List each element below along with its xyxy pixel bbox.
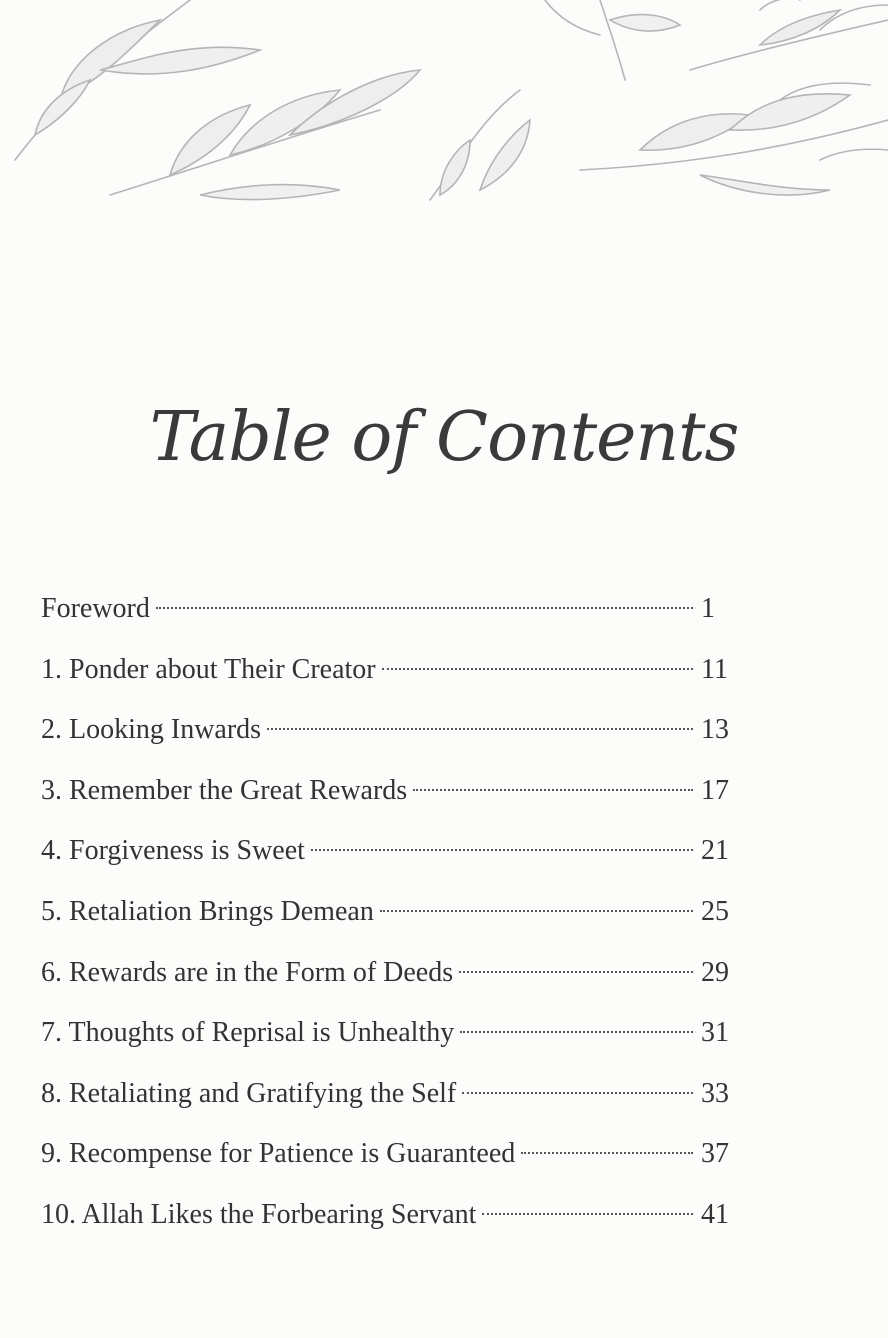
- dot-leader: [482, 1213, 693, 1215]
- dot-leader: [521, 1152, 693, 1154]
- toc-entry-page: 21: [701, 835, 729, 867]
- toc-entry-page: 37: [701, 1138, 729, 1170]
- toc-entry-page: 29: [701, 956, 729, 988]
- toc-entry-label: 10. Allah Likes the Forbearing Servant: [41, 1198, 477, 1230]
- toc-entry-page: 1: [701, 593, 715, 624]
- toc-entry-label: 1. Ponder about Their Creator: [41, 653, 376, 685]
- toc-entry[interactable]: [41, 1193, 741, 1254]
- dot-leader: [459, 971, 693, 973]
- dot-leader: [380, 910, 693, 912]
- toc-entry-label: 3. Remember the Great Rewards: [41, 774, 408, 806]
- leafy-branches-illustration: [0, 0, 888, 215]
- toc-entry-label: 5. Retaliation Brings Demean: [41, 895, 374, 927]
- dot-leader: [462, 1092, 693, 1094]
- toc-entry[interactable]: [41, 769, 741, 830]
- dot-leader: [460, 1031, 693, 1033]
- toc-entry[interactable]: [41, 890, 741, 951]
- toc-entry-page: 11: [701, 653, 728, 685]
- toc-entry-label: 7. Thoughts of Reprisal is Unhealthy: [41, 1017, 455, 1049]
- dot-leader: [382, 668, 693, 670]
- toc-entry-page: 25: [701, 895, 729, 927]
- toc-entry-page: 41: [701, 1198, 729, 1230]
- toc-entry[interactable]: [41, 648, 741, 709]
- table-of-contents: [41, 587, 741, 1254]
- toc-entry-label: 4. Forgiveness is Sweet: [41, 835, 305, 867]
- toc-entry[interactable]: [41, 951, 741, 1012]
- toc-entry-label: 6. Rewards are in the Form of Deeds: [41, 956, 454, 988]
- toc-entry-page: 13: [701, 714, 729, 746]
- dot-leader: [311, 849, 693, 851]
- toc-entry[interactable]: [41, 708, 741, 769]
- toc-entry-page: 33: [701, 1077, 729, 1109]
- toc-entry[interactable]: [41, 1072, 741, 1133]
- toc-entry-label: 8. Retaliating and Gratifying the Self: [41, 1077, 457, 1109]
- toc-entry-label: 9. Recompense for Patience is Guaranteed: [41, 1138, 516, 1170]
- page-title: Table of Contents: [149, 398, 739, 477]
- toc-entry[interactable]: [41, 829, 741, 890]
- toc-entry-page: 31: [701, 1017, 729, 1049]
- toc-entry-label: 2. Looking Inwards: [41, 714, 262, 746]
- dot-leader: [413, 789, 693, 791]
- toc-entry-page: 17: [701, 774, 729, 806]
- toc-entry-label: Foreword: [41, 593, 150, 624]
- dot-leader: [156, 607, 693, 609]
- dot-leader: [267, 728, 693, 730]
- toc-entry[interactable]: [41, 587, 741, 648]
- toc-entry[interactable]: [41, 1011, 741, 1072]
- toc-entry[interactable]: [41, 1132, 741, 1193]
